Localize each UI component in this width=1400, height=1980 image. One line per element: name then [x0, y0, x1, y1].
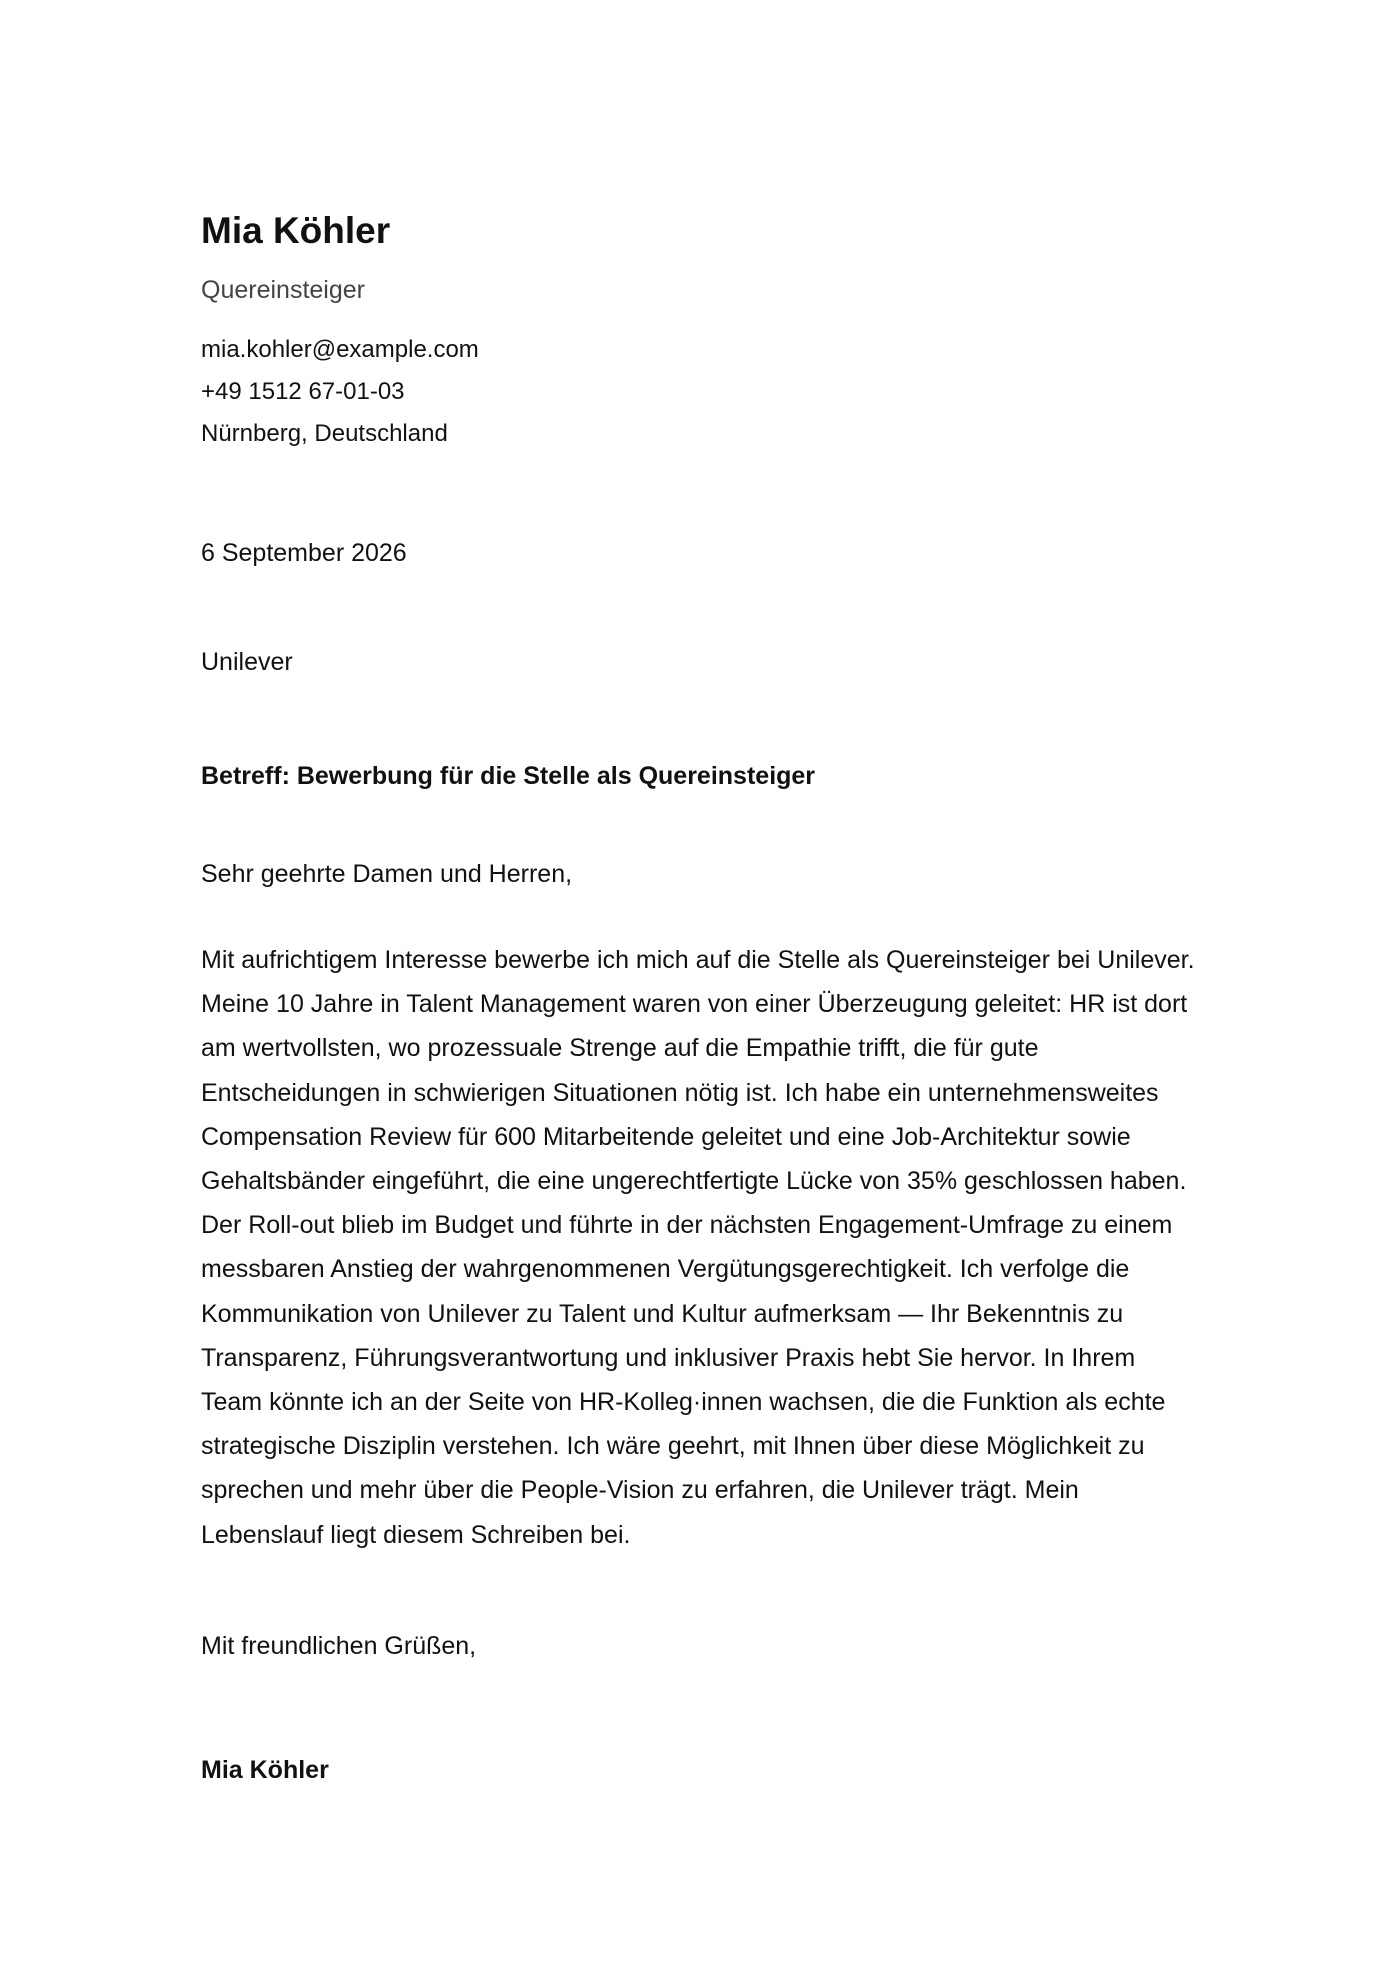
closing: Mit freundlichen Grüßen,: [201, 1632, 477, 1660]
sender-name: Mia Köhler: [201, 210, 391, 251]
sender-contact: [201, 329, 479, 455]
salutation: Sehr geehrte Damen und Herren,: [201, 860, 573, 888]
sender-location: Nürnberg, Deutschland: [201, 420, 448, 447]
letter-date: 6 September 2026: [201, 539, 407, 567]
letter-body: Mit aufrichtigem Interesse bewerbe ich mich auf die Stelle als Quereinsteiger bei Unilever. Meine 10 Jahre in Talent Management waren von einer Überzeugung geleitet: HR ist dort am wertvollsten, wo prozessuale Strenge auf die Empathie trifft, die für gute Entscheidungen in schwierigen Situationen nötig ist. Ich habe ein unternehmensweites Compensation Review für 600 Mitarbeitende geleitet und eine Job-Architektur sowie Gehaltsbänder eingeführt, die eine ungerechtfertigte Lücke von 35% geschlossen haben. Der Roll-out blieb im Budget und führte in der nächsten Engagement-Umfrage zu einem messbaren Anstieg der wahrgenommenen Vergütungsgerechtigkeit. Ich verfolge die Kommunikation von Unilever zu Talent und Kultur aufmerksam — Ihr Bekenntnis zu Transparenz, Führungsverantwortung und inklusiver Praxis hebt Sie hervor. In Ihrem Team könnte ich an der Seite von HR-Kolleg·innen wachsen, die die Funktion als echte strategische Disziplin verstehen. Ich wäre geehrt, mit Ihnen über diese Möglichkeit zu sprechen und mehr über die People-Vision zu erfahren, die Unilever trägt. Mein Lebenslauf liegt diesem Schreiben bei.: [201, 946, 1195, 1549]
sender-phone: +49 1512 67-01-03: [201, 378, 405, 405]
sender-email: mia.kohler@example.com: [201, 336, 479, 363]
sender-role: Quereinsteiger: [201, 276, 365, 304]
signature: Mia Köhler: [201, 1756, 329, 1784]
recipient: Unilever: [201, 648, 293, 676]
subject-line: Betreff: Bewerbung für die Stelle als Quereinsteiger: [201, 762, 816, 790]
